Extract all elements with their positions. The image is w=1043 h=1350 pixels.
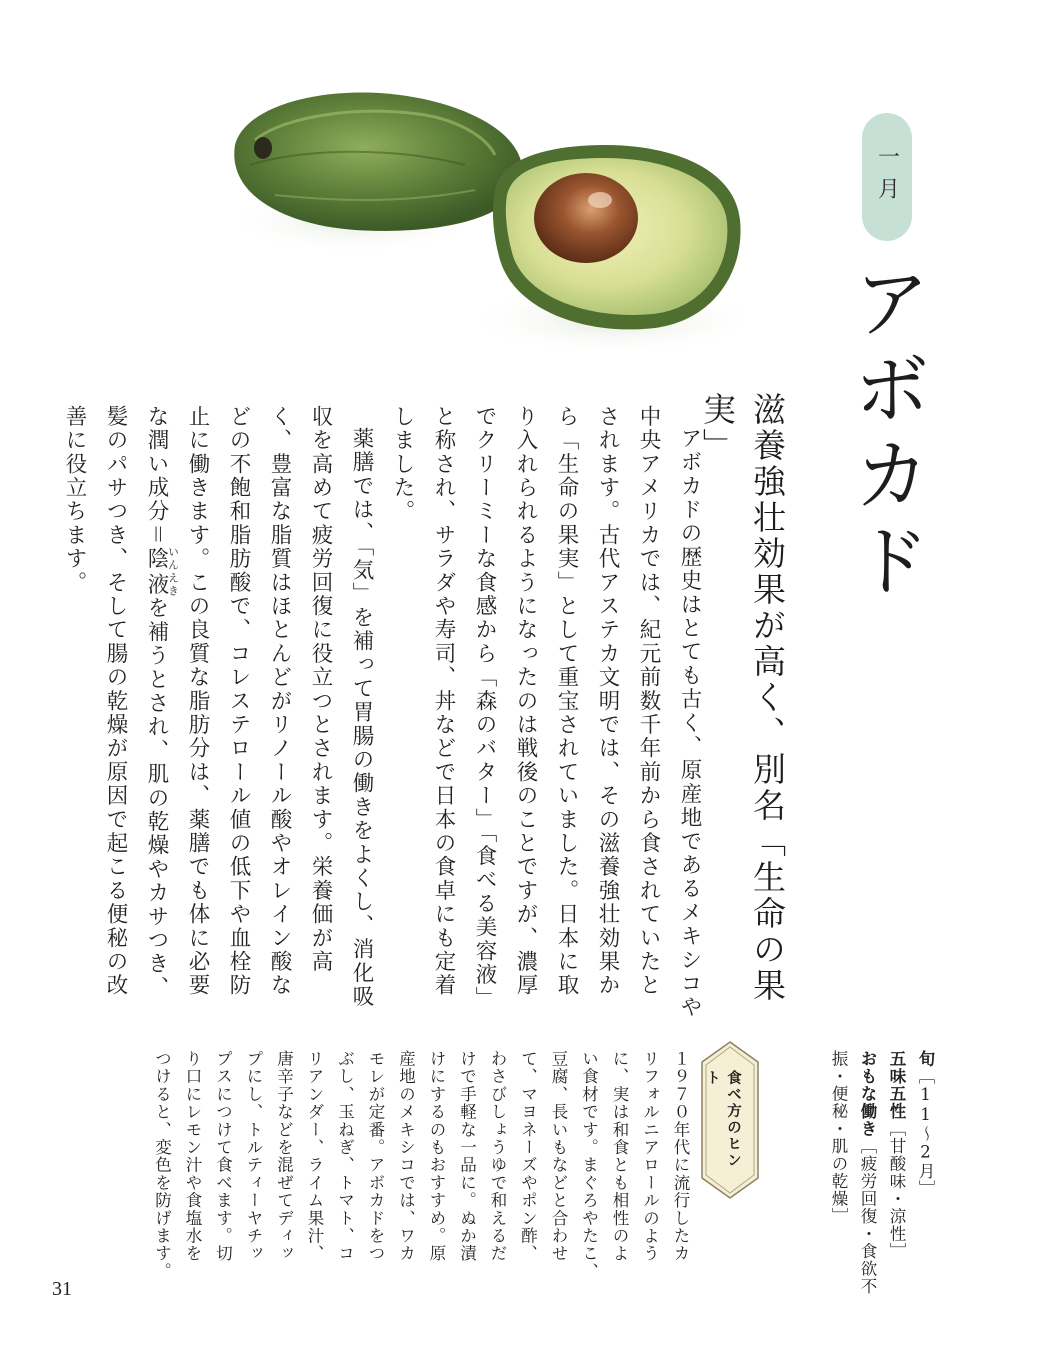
taste-label: 五味五性 — [887, 1050, 906, 1120]
ruby-base: 陰液 — [144, 546, 169, 598]
tips-line: ぶし、玉ねぎ、トマト、コ — [335, 1050, 355, 1263]
tips-line: に、実は和食とも相性のよ — [610, 1050, 629, 1263]
taste-value: ［甘酸味・涼性］ — [887, 1120, 906, 1260]
avocado-illustration — [215, 70, 765, 370]
page-title: アボカド — [840, 262, 930, 606]
effects-label: おもな働き — [858, 1050, 877, 1138]
month-label: 一月 — [874, 145, 900, 209]
ruby-reading: いんえき — [167, 546, 180, 598]
tips-badge — [700, 1040, 760, 1200]
info-effects — [824, 1050, 882, 1300]
tips-line: リフォルニアロールのよう — [640, 1050, 660, 1263]
season-value: ［11～2月］ — [916, 1067, 935, 1198]
body-paragraph-2 — [54, 405, 382, 1020]
effects-value: ［疲労回復・食欲不振・便秘・肌の乾燥］ — [829, 1050, 877, 1295]
body-paragraph-1: アボカドの歴史はとても古く、原産地であるメキシコや中央アメリカでは、紀元前数千年前から食されていたとされます。古代アステカ文明では、その滋養強壮効果から「生命の果実」として重宝されていました。日本に取り入れられるようになったのは戦後のことですが、濃厚でクリーミーな食感から「森のバター」「食べる美容液」と称され、サラダや寿司、丼などで日本の食卓にも定着しました。 — [390, 405, 702, 1019]
half-avocado — [465, 145, 765, 355]
subtitle: 滋養強壮効果が高く、別名「生命の果実」 — [698, 392, 787, 1004]
page-number: 31 — [52, 1278, 72, 1300]
info-box — [795, 1050, 940, 1300]
whole-avocado — [225, 92, 522, 255]
ruby-inneki — [144, 546, 180, 598]
tips-line: つけると、変色を防げます。 — [152, 1050, 172, 1281]
body-paragraph-2-end: を補うとされ、肌の乾燥やカサつき、髪のパサつき、そして腸の乾燥が原因で起こる便秘の改善に役立ちます。 — [62, 405, 169, 1000]
tips-line: 豆腐、長いもなどと合わせ — [549, 1050, 568, 1263]
body-paragraph-2-start: 薬膳では、「気」を補って胃腸の働きをよくし、消化吸収を高めて疲労回復に役立つとされます。栄養価が高く、豊富な脂質はほとんどがリノール酸やオレイン酸などの不飽和脂肪酸で、コレステロール値の低下や血栓防止に働きます。この良質な脂肪分は、薬膳でも体に必要な潤い成分＝ — [144, 405, 374, 1009]
tips-line: て、マヨネーズやポン酢、 — [518, 1050, 538, 1263]
tips-line: り口にレモン汁や食塩水を — [183, 1050, 202, 1263]
info-season — [911, 1050, 940, 1300]
tips-line: １９７０年代に流行したカ — [671, 1050, 690, 1263]
tips-line: プにし、トルティーヤチッ — [244, 1050, 263, 1263]
tips-line: リアンダー、ライム果汁、 — [305, 1050, 324, 1263]
tips-line: けで手軽な一品に。ぬか漬 — [457, 1050, 477, 1263]
tips-line: けにするのもおすすめ。原 — [427, 1050, 446, 1263]
tips-line: わさびしょうゆで和えるだ — [488, 1050, 507, 1263]
tips-line: い食材です。まぐろやたこ、 — [579, 1050, 599, 1281]
tips-line: 産地のメキシコでは、ワカ — [396, 1050, 416, 1263]
tips-line: プスにつけて食べます。切 — [213, 1050, 233, 1263]
tips-badge-label: 食べ方のヒント — [704, 1070, 741, 1169]
tips-line: モレが定番。アボカドをつ — [366, 1050, 385, 1263]
month-badge — [862, 113, 912, 241]
tips-text — [95, 1050, 695, 1300]
info-taste — [882, 1050, 911, 1300]
body-text — [62, 405, 710, 1020]
season-label: 旬 — [916, 1050, 935, 1068]
tips-line: 唐辛子などを混ぜてディッ — [274, 1050, 294, 1263]
